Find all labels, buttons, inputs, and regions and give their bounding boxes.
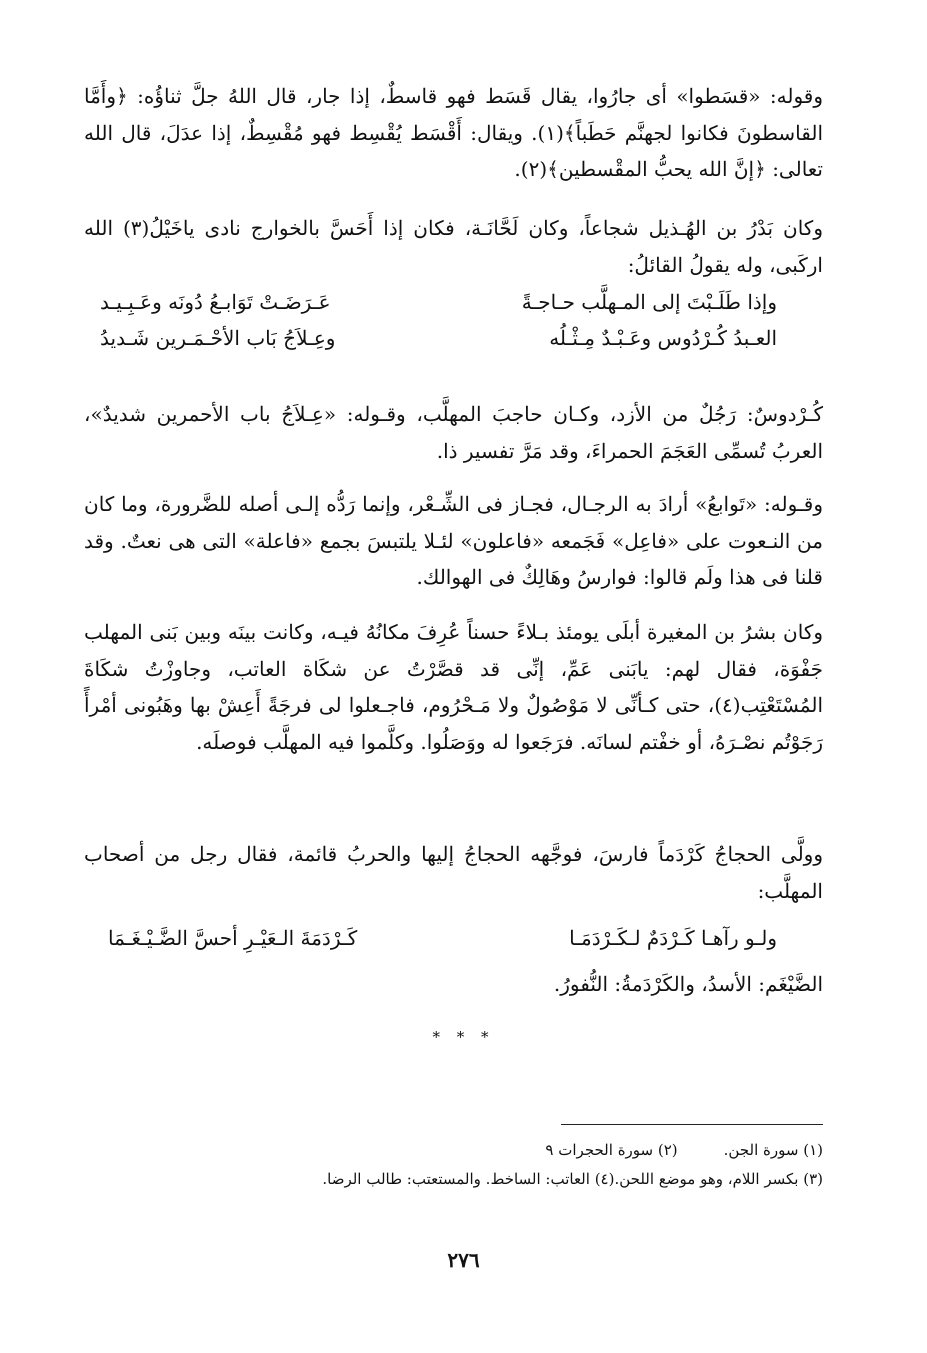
footnotes <box>120 1136 823 1194</box>
section-separator: * * * <box>432 1028 495 1046</box>
verse-line <box>108 920 777 956</box>
footnote-2: (٢) سورة الحجرات ٩ <box>545 1141 678 1159</box>
verse-line <box>100 320 777 356</box>
footnote-divider <box>561 1124 823 1125</box>
verse-hemistich-first: ولـو رآهـا كَـرْدَمٌ لـكَـرْدَمَـا <box>569 926 777 950</box>
verse-muhallab <box>100 284 777 356</box>
footnote-1: (١) سورة الجن. <box>723 1141 823 1159</box>
verse-hemistich-second: وعِـلاَجُ بَاب الأحْـمَـرين شَـديدُ <box>100 326 336 350</box>
footnote-row <box>120 1136 823 1165</box>
paragraph-kurdus: كُـرْدوسٌ: رَجُلٌ من الأزد، وكـان حاجبَ المهلَّب، وقـوله: «عِـلاَجُ باب الأحمرين شديدٌ»، العربُ تُسمِّى العَجَمَ الحمراءَ، وقد مَرَّ تفسير ذا. <box>84 402 823 463</box>
verse-hemistich-first: العـبدُ كُـرْدُوس وعَـبْـدٌ مِـثْـلُه <box>549 326 777 350</box>
paragraph-qasatu: وقوله: «قسَطوا» أى جارُوا، يقال قَسَط فهو قاسطٌ، إذا جار، قال اللهُ جلَّ ثناؤُه: ﴿وأَمَّا القاسطونَ فكانوا لجهنَّم حَطَباً﴾(١). ويقال: أَقْسَط يُقْسِط فهو مُقْسِطٌ، إذا عدَلَ، قال الله تعالى: ﴿إنَّ الله يحبُّ المقْسطين﴾(٢). <box>84 84 824 181</box>
verse-hemistich-first: وإذا طَلَـبْتَ إلى المـهلَّب حـاجـةً <box>521 290 777 314</box>
paragraph-hajjaj: وولَّى الحجاجُ كَرْدَماً فارسَ، فوجَّهه الحجاجُ إليها والحربُ قائمة، فقال رجل من أصحاب المهلَّب: <box>84 842 823 903</box>
footnote-3-4: (٣) بكسر اللام، وهو موضع اللحن.(٤) العاتب: الساخط. والمستعتب: طالب الرضا. <box>322 1170 823 1188</box>
verse-line <box>100 284 777 320</box>
paragraph-bishr: وكان بشرُ بن المغيرة أبلَى يومئذ بـلاءً حسناً عُرِفَ مكانُهُ فيـه، وكانت بينَه وبين بَنى المهلب جَفْوَة، فقال لهم: يابَنى عَمِّ، إنِّى قد قصَّرْتُ عن شكَاة العاتب، وجاوزْتُ شكَاةَ المُسْتَعْتِب(٤)، حتى كـأنِّى لا مَوْصُولٌ ولا مَـحْرُوم، فاجـعلوا لى فرجَةً أَعِشْ بها وهَبُونى أمْرأً رَجَوْتُم نصْـرَهُ، أو خفْتم لسانَه. فرَجَعوا له ووَصَلُوا. وكلَّموا فيه المهلَّب فوصلَه. <box>84 620 823 754</box>
paragraph-tawabi: وقـوله: «تَوابعُ» أرادَ به الرجـال، فجـاز فى الشِّـعْر، وإنما رَدُّه إلـى أصله للضَّرورة، وما كان من النـعوت على «فاعِل» فَجَمعه «فاعلون» لئـلا يلتبسَ بجمع «فاعلة» التى هى نعتٌ. وقد قلنا فى هذا ولَم قالوا: فوارسُ وهَالِكٌ فى الهوالك. <box>84 492 823 589</box>
footnote-row <box>120 1165 823 1194</box>
paragraph-daygham: الضَّيْغَم: الأسدُ، والكَرْدَمةُ: النُّفورُ. <box>553 972 823 996</box>
paragraph-badr: وكان بَدْرُ بن الهُـذيل شجاعاً، وكان لَحَّانَـة، فكان إذا أَحَسَّ بالخوارج نادى ياخَيْلُ(٣) الله اركَبى، وله يقولُ القائلُ: <box>84 216 823 277</box>
verse-hemistich-second: عَـرَضَـتْ تَوَابـعُ دُونَه وعَـبِـيـد <box>100 290 331 314</box>
verse-kardam <box>108 920 777 956</box>
page-number: ٢٧٦ <box>447 1248 480 1272</box>
verse-hemistich-second: كَـرْدَمَةَ الـعَيْـرِ أحسَّ الضَّـيْـغَـمَا <box>108 926 358 950</box>
